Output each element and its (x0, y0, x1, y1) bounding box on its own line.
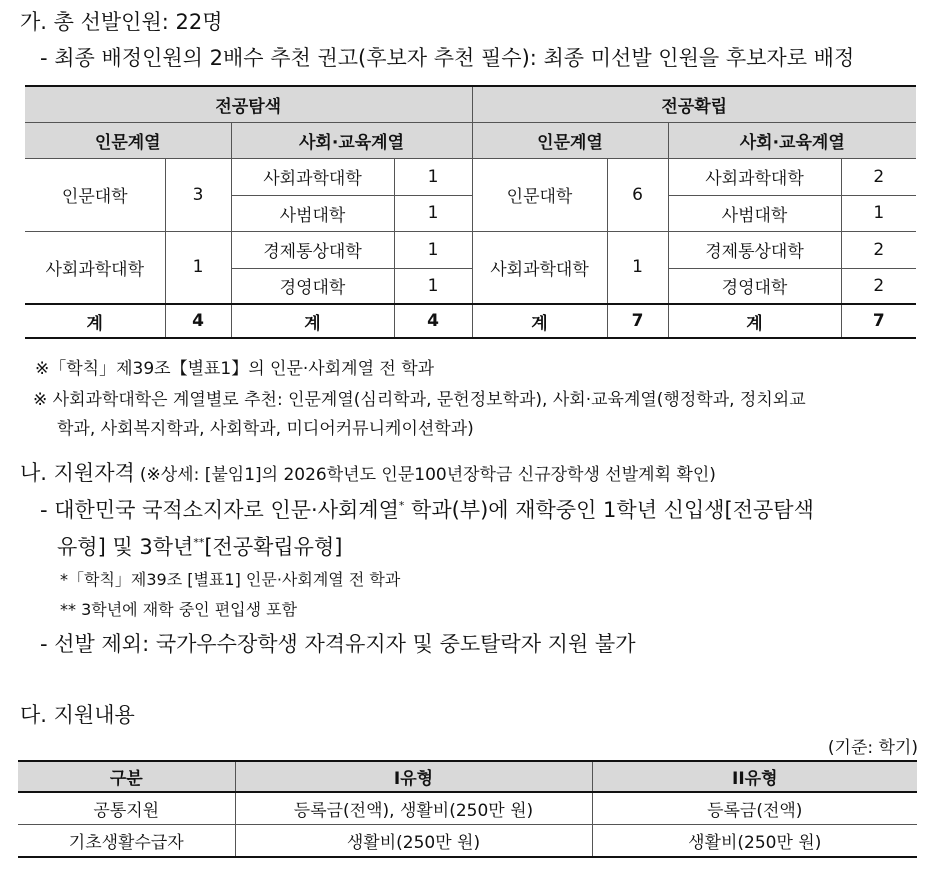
section-a-title: 가. 총 선발인원: 22명 (20, 10, 223, 34)
table-cell: 기초생활수급자 (18, 824, 235, 857)
table-cell: 등록금(전액), 생활비(250만 원) (235, 792, 592, 824)
table-cell: 등록금(전액) (592, 792, 917, 824)
eligibility-line-2 (57, 531, 342, 561)
section-b-title: 나. 지원자격 (20, 461, 135, 485)
group-header-establish: 전공확립 (472, 86, 916, 122)
total-row (25, 304, 916, 338)
college-cell: 인문대학 (472, 158, 607, 231)
total-label: 계 (668, 304, 841, 338)
total-value: 4 (165, 304, 231, 338)
count-cell: 1 (841, 195, 916, 231)
subgroup-header: 인문계열 (25, 122, 231, 158)
college-cell: 경제통상대학 (668, 231, 841, 268)
total-label: 계 (472, 304, 607, 338)
basis-note: (기준: 학기) (827, 738, 918, 758)
table-cell: 생활비(250만 원) (235, 824, 592, 857)
college-cell: 사회과학대학 (231, 158, 394, 195)
subgroup-header: 사회·교육계열 (231, 122, 472, 158)
total-label: 계 (25, 304, 165, 338)
note-2: ※ 사회과학대학은 계열별로 추천: 인문계열(심리학과, 문헌정보학과), 사회·교육계열(행정학과, 정치외교 (33, 390, 806, 410)
college-cell: 경영대학 (231, 268, 394, 304)
total-value: 7 (607, 304, 668, 338)
count-cell: 1 (394, 195, 472, 231)
eligibility-text: - 대한민국 국적소지자로 인문·사회계열 (40, 498, 399, 522)
table-row (18, 792, 917, 824)
section-a-line: - 최종 배정인원의 2배수 추천 권고(후보자 추천 필수): 최종 미선발 인원을 후보자로 배정 (40, 46, 855, 70)
count-cell: 2 (841, 158, 916, 195)
eligibility-text: 학과(부)에 재학중인 1학년 신입생[전공탐색 (404, 498, 814, 522)
college-cell: 사범대학 (231, 195, 394, 231)
count-cell: 6 (607, 158, 668, 231)
college-cell: 사회과학대학 (25, 231, 165, 304)
count-cell: 1 (394, 231, 472, 268)
exclusion-line: - 선발 제외: 국가우수장학생 자격유지자 및 중도탈락자 지원 불가 (40, 632, 636, 656)
table-cell: 공통지원 (18, 792, 235, 824)
table-row (25, 158, 916, 195)
count-cell: 2 (841, 231, 916, 268)
total-value: 4 (394, 304, 472, 338)
column-header: 구분 (18, 761, 235, 792)
note-2-cont: 학과, 사회복지학과, 사회학과, 미디어커뮤니케이션학과) (57, 419, 474, 439)
college-cell: 경영대학 (668, 268, 841, 304)
footnote-1: *「학칙」제39조 [별표1] 인문·사회계열 전 학과 (60, 570, 401, 589)
count-cell: 3 (165, 158, 231, 231)
eligibility-text: [전공확립유형] (204, 535, 343, 559)
footnote-mark: * (398, 499, 405, 512)
group-header-explore: 전공탐색 (25, 86, 472, 122)
subgroup-header: 인문계열 (472, 122, 668, 158)
note-1: ※「학칙」제39조【별표1】의 인문·사회계열 전 학과 (35, 359, 435, 379)
college-cell: 사회과학대학 (472, 231, 607, 304)
section-c-title: 다. 지원내용 (20, 703, 135, 727)
count-cell: 2 (841, 268, 916, 304)
section-b-heading (20, 457, 716, 487)
college-cell: 사범대학 (668, 195, 841, 231)
subgroup-header: 사회·교육계열 (668, 122, 916, 158)
table-cell: 생활비(250만 원) (592, 824, 917, 857)
footnote-2: ** 3학년에 재학 중인 편입생 포함 (60, 600, 298, 619)
college-cell: 인문대학 (25, 158, 165, 231)
quota-table (25, 85, 916, 339)
eligibility-line-1 (40, 494, 814, 524)
college-cell: 경제통상대학 (231, 231, 394, 268)
count-cell: 1 (165, 231, 231, 304)
section-b-title-note: (※상세: [붙임1]의 2026학년도 인문100년장학금 신규장학생 선발계획 확인) (139, 465, 716, 485)
college-cell: 사회과학대학 (668, 158, 841, 195)
eligibility-text: 유형] 및 3학년 (57, 535, 194, 559)
count-cell: 1 (394, 158, 472, 195)
table-row (18, 824, 917, 857)
footnote-mark: ** (193, 536, 205, 549)
table-row (25, 231, 916, 268)
column-header: II유형 (592, 761, 917, 792)
total-value: 7 (841, 304, 916, 338)
column-header: I유형 (235, 761, 592, 792)
support-table (18, 760, 917, 858)
count-cell: 1 (394, 268, 472, 304)
count-cell: 1 (607, 231, 668, 304)
total-label: 계 (231, 304, 394, 338)
